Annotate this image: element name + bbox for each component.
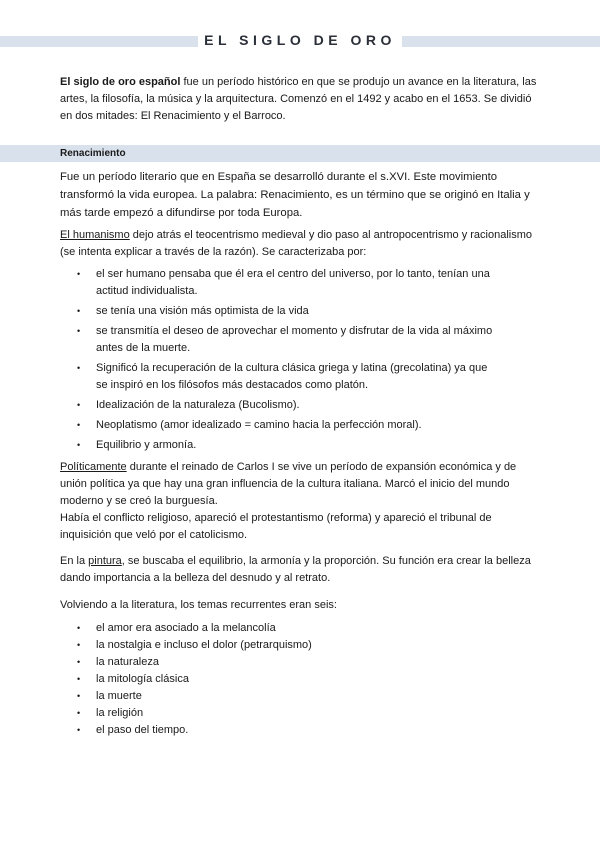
renacimiento-paragraph: Fue un período literario que en España se desarrolló durante el s.XVI. Este movimiento transformó la vida europea. La palabra: Renacimiento, es un término que se originó en Italia y más tarde empezó a difundirse por toda Europa.: [60, 171, 530, 219]
bullet-icon: •: [77, 657, 81, 667]
bullet-icon: •: [77, 400, 81, 410]
page-title: [0, 30, 600, 50]
bullet-icon: •: [77, 326, 81, 336]
list-item: [60, 266, 500, 300]
humanismo-bullet-list: [60, 266, 500, 457]
humanismo-paragraph: [60, 227, 545, 261]
bullet-icon: •: [77, 708, 81, 718]
list-item-text: se transmitía el deseo de aprovechar el momento y disfrutar de la vida al máximo antes de la muerte.: [96, 325, 493, 354]
bullet-icon: •: [77, 420, 81, 430]
bullet-icon: •: [77, 691, 81, 701]
bullet-icon: •: [77, 440, 81, 450]
bullet-icon: •: [77, 674, 81, 684]
list-item-text: el ser humano pensaba que él era el centro del universo, por lo tanto, tenían una actitud individualista.: [96, 268, 490, 297]
bullet-icon: •: [77, 363, 81, 373]
list-item: [60, 671, 500, 688]
list-item: [60, 705, 500, 722]
list-item: [60, 637, 500, 654]
politica-text: durante el reinado de Carlos I se vive un período de expansión económica y de unión política ya que hay una gran influencia de la cultura italiana. Marcó el inicio del mundo moderno y se creó la burguesía.: [60, 461, 517, 507]
list-item-text: la mitología clásica: [96, 673, 189, 685]
list-item: [60, 722, 500, 739]
intro-text: fue un período histórico en que se produjo un avance en la literatura, las artes, la filosofía, la música y la arquitectura. Comenzó en el 1492 y acabo en el 1653. Se dividió en dos mitades: El Renacimiento y el Barroco.: [60, 76, 537, 122]
politica-paragraph: [60, 459, 545, 544]
list-item-text: Idealización de la naturaleza (Bucolismo).: [96, 399, 300, 411]
list-item: [60, 323, 500, 357]
pintura-pre: En la: [60, 555, 89, 567]
politica-text-2: Había el conflicto religioso, apareció el protestantismo (reforma) y apareció el tribunal de inquisición que veló por el catolicismo.: [60, 512, 492, 541]
intro-paragraph: [60, 74, 545, 125]
page-title-text: EL SIGLO DE ORO: [198, 32, 402, 48]
list-item-text: la muerte: [96, 690, 142, 702]
list-item-text: la nostalgia e incluso el dolor (petrarquismo): [96, 639, 312, 651]
list-item-text: la religión: [96, 707, 144, 719]
intro-bold: El siglo de oro español: [60, 76, 181, 88]
list-item: [60, 437, 500, 454]
list-item: [60, 360, 500, 394]
list-item-text: el paso del tiempo.: [96, 724, 189, 736]
list-item-text: Significó la recuperación de la cultura clásica griega y latina (grecolatina) ya que se inspiró en los filósofos más destacados como platón.: [96, 362, 488, 391]
list-item: [60, 397, 500, 414]
list-item-text: se tenía una visión más optimista de la vida: [96, 305, 309, 317]
bullet-icon: •: [77, 725, 81, 735]
list-item: [60, 620, 500, 637]
list-item: [60, 654, 500, 671]
pintura-term: pintura: [88, 555, 122, 567]
bullet-icon: •: [77, 306, 81, 316]
section-heading-renacimiento: Renacimiento: [60, 148, 126, 159]
list-item-text: Equilibrio y armonía.: [96, 439, 197, 451]
temas-intro: Volviendo a la literatura, los temas recurrentes eran seis:: [60, 599, 337, 611]
temas-bullet-list: [60, 620, 500, 739]
humanismo-term: El humanismo: [60, 229, 130, 241]
bullet-icon: •: [77, 269, 81, 279]
list-item: [60, 417, 500, 434]
list-item: [60, 688, 500, 705]
pintura-paragraph: [60, 553, 545, 587]
politica-term: Políticamente: [60, 461, 127, 473]
pintura-text: , se buscaba el equilibrio, la armonía y la proporción. Su función era crear la belleza dando importancia a la belleza del desnudo y al retrato.: [60, 555, 531, 584]
list-item: [60, 303, 500, 320]
humanismo-text: dejo atrás el teocentrismo medieval y dio paso al antropocentrismo y racionalismo (se intenta explicar a través de la razón). Se caracterizaba por:: [60, 229, 533, 258]
bullet-icon: •: [77, 623, 81, 633]
bullet-icon: •: [77, 640, 81, 650]
list-item-text: Neoplatismo (amor idealizado = camino hacia la perfección moral).: [96, 419, 422, 431]
list-item-text: el amor era asociado a la melancolía: [96, 622, 276, 634]
list-item-text: la naturaleza: [96, 656, 159, 668]
